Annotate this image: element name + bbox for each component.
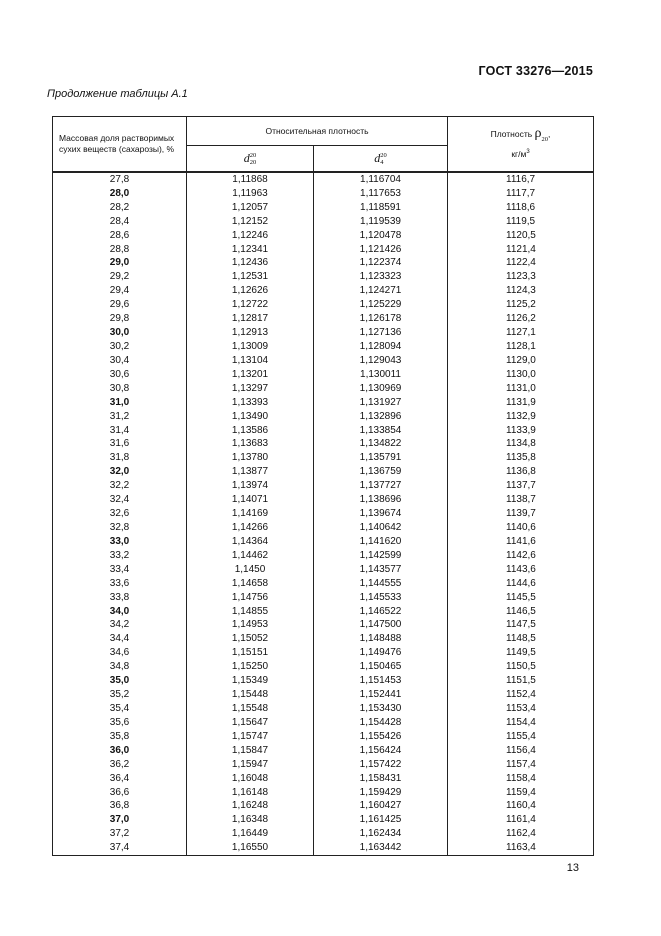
d20-4-cell: 1,145533 xyxy=(314,591,448,605)
d20-4-cell: 1,147500 xyxy=(314,619,448,633)
mass-fraction-cell: 30,8 xyxy=(53,382,187,396)
table-row xyxy=(53,744,594,758)
mass-fraction-cell: 29,4 xyxy=(53,284,187,298)
table-row xyxy=(53,201,594,215)
density-cell: 1142,6 xyxy=(448,549,594,563)
d20-20-cell: 1,12152 xyxy=(187,215,314,229)
mass-fraction-cell: 36,2 xyxy=(53,758,187,772)
d20-4-cell: 1,154428 xyxy=(314,716,448,730)
d20-4-cell: 1,155426 xyxy=(314,730,448,744)
table-row xyxy=(53,479,594,493)
mass-fraction-cell: 30,4 xyxy=(53,354,187,368)
d20-4-cell: 1,143577 xyxy=(314,563,448,577)
mass-fraction-cell: 33,4 xyxy=(53,563,187,577)
mass-fraction-cell: 29,6 xyxy=(53,298,187,312)
d20-4-cell: 1,163442 xyxy=(314,841,448,855)
mass-fraction-cell: 35,8 xyxy=(53,730,187,744)
d20-20-cell: 1,12722 xyxy=(187,298,314,312)
d20-20-cell: 1,13780 xyxy=(187,451,314,465)
density-cell: 1162,4 xyxy=(448,827,594,841)
table-row xyxy=(53,841,594,855)
d20-4-cell: 1,129043 xyxy=(314,354,448,368)
table-row xyxy=(53,465,594,479)
density-cell: 1156,4 xyxy=(448,744,594,758)
d20-20-cell: 1,16148 xyxy=(187,786,314,800)
density-cell: 1160,4 xyxy=(448,799,594,813)
table-row xyxy=(53,521,594,535)
d20-4-cell: 1,137727 xyxy=(314,479,448,493)
mass-fraction-cell: 29,2 xyxy=(53,270,187,284)
mass-fraction-cell: 28,6 xyxy=(53,229,187,243)
d20-4-cell: 1,139674 xyxy=(314,507,448,521)
mass-fraction-cell: 28,0 xyxy=(53,187,187,201)
d20-20-cell: 1,14658 xyxy=(187,577,314,591)
mass-fraction-cell: 31,2 xyxy=(53,410,187,424)
d20-20-cell: 1,14364 xyxy=(187,535,314,549)
d20-4-cell: 1,141620 xyxy=(314,535,448,549)
density-cell: 1119,5 xyxy=(448,215,594,229)
d20-4-cell: 1,121426 xyxy=(314,243,448,257)
table-row xyxy=(53,284,594,298)
density-cell: 1129,0 xyxy=(448,354,594,368)
mass-fraction-cell: 34,4 xyxy=(53,632,187,646)
mass-fraction-cell: 34,8 xyxy=(53,660,187,674)
density-cell: 1143,6 xyxy=(448,563,594,577)
d20-20-cell: 1,14953 xyxy=(187,619,314,633)
d20-4-cell: 1,116704 xyxy=(314,172,448,187)
d20-20-cell: 1,15947 xyxy=(187,758,314,772)
table-row xyxy=(53,758,594,772)
mass-fraction-cell: 37,0 xyxy=(53,813,187,827)
density-cell: 1122,4 xyxy=(448,257,594,271)
mass-fraction-cell: 35,6 xyxy=(53,716,187,730)
d20-20-cell: 1,14855 xyxy=(187,605,314,619)
mass-fraction-cell: 32,8 xyxy=(53,521,187,535)
d20-4-cell: 1,135791 xyxy=(314,451,448,465)
table-row xyxy=(53,646,594,660)
density-cell: 1121,4 xyxy=(448,243,594,257)
d20-20-cell: 1,1450 xyxy=(187,563,314,577)
d20-20-cell: 1,15052 xyxy=(187,632,314,646)
density-header: Плотность $\rho_{20}$, $кг/м^3$ xyxy=(448,117,594,173)
mass-fraction-cell: 35,0 xyxy=(53,674,187,688)
table-row xyxy=(53,591,594,605)
d20-20-cell: 1,12913 xyxy=(187,326,314,340)
density-cell: 1163,4 xyxy=(448,841,594,855)
mass-fraction-cell: 36,0 xyxy=(53,744,187,758)
density-cell: 1132,9 xyxy=(448,410,594,424)
density-cell: 1124,3 xyxy=(448,284,594,298)
d20-20-cell: 1,15250 xyxy=(187,660,314,674)
table-row xyxy=(53,298,594,312)
table-row xyxy=(53,813,594,827)
d20-4-cell: 1,130969 xyxy=(314,382,448,396)
d20-4-cell: 1,152441 xyxy=(314,688,448,702)
table-row xyxy=(53,229,594,243)
mass-fraction-cell: 31,6 xyxy=(53,438,187,452)
d20-20-cell: 1,16348 xyxy=(187,813,314,827)
table-row xyxy=(53,799,594,813)
d20-4-cell: 1,148488 xyxy=(314,632,448,646)
d20-4-cell: 1,161425 xyxy=(314,813,448,827)
standard-number: ГОСТ 33276—2015 xyxy=(478,64,593,78)
table-row xyxy=(53,243,594,257)
d20-20-cell: 1,13297 xyxy=(187,382,314,396)
density-cell: 1145,5 xyxy=(448,591,594,605)
table-row xyxy=(53,382,594,396)
mass-fraction-cell: 29,0 xyxy=(53,257,187,271)
d20-4-cell: 1,136759 xyxy=(314,465,448,479)
mass-fraction-cell: 32,0 xyxy=(53,465,187,479)
d20-4-cell: 1,142599 xyxy=(314,549,448,563)
table-row xyxy=(53,702,594,716)
d20-4-cell: 1,122374 xyxy=(314,257,448,271)
d20-20-cell: 1,13490 xyxy=(187,410,314,424)
table-row xyxy=(53,410,594,424)
table-row xyxy=(53,438,594,452)
d20-20-cell: 1,16449 xyxy=(187,827,314,841)
table-caption: Продолжение таблицы А.1 xyxy=(47,88,188,100)
d20-20-cell: 1,12341 xyxy=(187,243,314,257)
d20-20-cell: 1,12817 xyxy=(187,312,314,326)
mass-fraction-cell: 37,4 xyxy=(53,841,187,855)
d20-4-cell: 1,118591 xyxy=(314,201,448,215)
mass-fraction-cell: 28,2 xyxy=(53,201,187,215)
mass-fraction-cell: 33,6 xyxy=(53,577,187,591)
density-cell: 1126,2 xyxy=(448,312,594,326)
d20-4-cell: 1,134822 xyxy=(314,438,448,452)
d20-4-cell: 1,119539 xyxy=(314,215,448,229)
table-row xyxy=(53,660,594,674)
table-row xyxy=(53,354,594,368)
mass-fraction-cell: 28,8 xyxy=(53,243,187,257)
mass-fraction-cell: 33,0 xyxy=(53,535,187,549)
d20-4-cell: 1,123323 xyxy=(314,270,448,284)
mass-fraction-cell: 31,0 xyxy=(53,396,187,410)
density-cell: 1131,0 xyxy=(448,382,594,396)
table-row xyxy=(53,507,594,521)
mass-fraction-cell: 32,4 xyxy=(53,493,187,507)
density-cell: 1155,4 xyxy=(448,730,594,744)
d20-20-cell: 1,13104 xyxy=(187,354,314,368)
relative-density-header: Относительная плотность xyxy=(187,117,448,146)
d20-4-cell: 1,132896 xyxy=(314,410,448,424)
table-row xyxy=(53,172,594,187)
mass-fraction-cell: 33,2 xyxy=(53,549,187,563)
mass-fraction-cell: 34,0 xyxy=(53,605,187,619)
table-row xyxy=(53,716,594,730)
table-row xyxy=(53,535,594,549)
table-row xyxy=(53,632,594,646)
rho-symbol: $\rho_{20}$ xyxy=(534,126,549,143)
table-row xyxy=(53,688,594,702)
mass-fraction-cell: 32,6 xyxy=(53,507,187,521)
density-cell: 1157,4 xyxy=(448,758,594,772)
d20-20-cell: 1,14462 xyxy=(187,549,314,563)
mass-fraction-cell: 31,8 xyxy=(53,451,187,465)
density-cell: 1138,7 xyxy=(448,493,594,507)
d20-4-header: d 20 4 xyxy=(314,146,448,173)
mass-fraction-header: Массовая доля растворимых сухих веществ (сахарозы), % xyxy=(53,117,187,173)
mass-fraction-cell: 30,6 xyxy=(53,368,187,382)
density-cell: 1136,8 xyxy=(448,465,594,479)
density-table xyxy=(52,116,594,856)
mass-fraction-cell: 28,4 xyxy=(53,215,187,229)
mass-fraction-cell: 34,2 xyxy=(53,619,187,633)
d20-20-cell: 1,15151 xyxy=(187,646,314,660)
density-cell: 1154,4 xyxy=(448,716,594,730)
d20-4-cell: 1,156424 xyxy=(314,744,448,758)
d20-4-cell: 1,131927 xyxy=(314,396,448,410)
density-cell: 1144,6 xyxy=(448,577,594,591)
d20-4-cell: 1,120478 xyxy=(314,229,448,243)
d20-4-cell: 1,117653 xyxy=(314,187,448,201)
d20-20-cell: 1,14169 xyxy=(187,507,314,521)
density-cell: 1161,4 xyxy=(448,813,594,827)
table-row xyxy=(53,549,594,563)
d20-20-cell: 1,15847 xyxy=(187,744,314,758)
d20-4-cell: 1,151453 xyxy=(314,674,448,688)
d20-20-cell: 1,13877 xyxy=(187,465,314,479)
density-cell: 1135,8 xyxy=(448,451,594,465)
d20-20-cell: 1,14756 xyxy=(187,591,314,605)
mass-fraction-cell: 31,4 xyxy=(53,424,187,438)
d20-4-cell: 1,140642 xyxy=(314,521,448,535)
d20-20-cell: 1,15747 xyxy=(187,730,314,744)
d20-20-cell: 1,12436 xyxy=(187,257,314,271)
table-row xyxy=(53,270,594,284)
d20-20-cell: 1,12057 xyxy=(187,201,314,215)
table-row xyxy=(53,605,594,619)
d20-4-cell: 1,158431 xyxy=(314,772,448,786)
d20-20-cell: 1,13009 xyxy=(187,340,314,354)
d20-20-cell: 1,16248 xyxy=(187,799,314,813)
table-row xyxy=(53,187,594,201)
table-row xyxy=(53,786,594,800)
d20-20-cell: 1,14266 xyxy=(187,521,314,535)
d20-20-cell: 1,15647 xyxy=(187,716,314,730)
density-cell: 1130,0 xyxy=(448,368,594,382)
density-cell: 1117,7 xyxy=(448,187,594,201)
d20-20-cell: 1,11868 xyxy=(187,172,314,187)
density-cell: 1159,4 xyxy=(448,786,594,800)
d20-4-cell: 1,159429 xyxy=(314,786,448,800)
d20-20-header: d 20 20 xyxy=(187,146,314,173)
table-row xyxy=(53,772,594,786)
density-cell: 1150,5 xyxy=(448,660,594,674)
density-cell: 1127,1 xyxy=(448,326,594,340)
density-cell: 1158,4 xyxy=(448,772,594,786)
density-cell: 1118,6 xyxy=(448,201,594,215)
density-cell: 1123,3 xyxy=(448,270,594,284)
mass-fraction-cell: 30,2 xyxy=(53,340,187,354)
d20-4-cell: 1,125229 xyxy=(314,298,448,312)
d20-20-cell: 1,12531 xyxy=(187,270,314,284)
mass-fraction-cell: 37,2 xyxy=(53,827,187,841)
mass-fraction-cell: 36,8 xyxy=(53,799,187,813)
mass-fraction-cell: 33,8 xyxy=(53,591,187,605)
d20-4-cell: 1,149476 xyxy=(314,646,448,660)
mass-fraction-cell: 32,2 xyxy=(53,479,187,493)
d20-20-cell: 1,12626 xyxy=(187,284,314,298)
d20-20-cell: 1,12246 xyxy=(187,229,314,243)
table-row xyxy=(53,451,594,465)
density-cell: 1153,4 xyxy=(448,702,594,716)
density-cell: 1131,9 xyxy=(448,396,594,410)
d20-4-cell: 1,126178 xyxy=(314,312,448,326)
density-cell: 1120,5 xyxy=(448,229,594,243)
d20-20-cell: 1,15548 xyxy=(187,702,314,716)
d20-20-cell: 1,16550 xyxy=(187,841,314,855)
density-cell: 1139,7 xyxy=(448,507,594,521)
table-row xyxy=(53,257,594,271)
page-number: 13 xyxy=(566,862,579,874)
mass-fraction-cell: 30,0 xyxy=(53,326,187,340)
density-cell: 1149,5 xyxy=(448,646,594,660)
d20-4-cell: 1,124271 xyxy=(314,284,448,298)
density-cell: 1146,5 xyxy=(448,605,594,619)
table-row xyxy=(53,312,594,326)
d20-4-cell: 1,160427 xyxy=(314,799,448,813)
d20-20-cell: 1,13393 xyxy=(187,396,314,410)
d20-4-cell: 1,146522 xyxy=(314,605,448,619)
d20-20-cell: 1,15448 xyxy=(187,688,314,702)
d20-4-cell: 1,144555 xyxy=(314,577,448,591)
table-row xyxy=(53,730,594,744)
d20-20-cell: 1,14071 xyxy=(187,493,314,507)
table-row xyxy=(53,563,594,577)
d20-4-cell: 1,153430 xyxy=(314,702,448,716)
table-row xyxy=(53,619,594,633)
d20-4-cell: 1,150465 xyxy=(314,660,448,674)
d20-4-cell: 1,157422 xyxy=(314,758,448,772)
table-row xyxy=(53,326,594,340)
d20-20-cell: 1,11963 xyxy=(187,187,314,201)
mass-fraction-cell: 36,6 xyxy=(53,786,187,800)
density-cell: 1147,5 xyxy=(448,619,594,633)
mass-fraction-cell: 36,4 xyxy=(53,772,187,786)
d20-20-cell: 1,15349 xyxy=(187,674,314,688)
d20-4-cell: 1,127136 xyxy=(314,326,448,340)
d20-20-cell: 1,13974 xyxy=(187,479,314,493)
d20-4-cell: 1,130011 xyxy=(314,368,448,382)
mass-fraction-cell: 29,8 xyxy=(53,312,187,326)
d20-4-cell: 1,138696 xyxy=(314,493,448,507)
table-row xyxy=(53,493,594,507)
table-row xyxy=(53,340,594,354)
table-row xyxy=(53,215,594,229)
d20-4-cell: 1,133854 xyxy=(314,424,448,438)
mass-fraction-cell: 35,4 xyxy=(53,702,187,716)
d20-20-cell: 1,13586 xyxy=(187,424,314,438)
density-label: Плотность xyxy=(490,129,533,140)
table-row xyxy=(53,396,594,410)
density-cell: 1151,5 xyxy=(448,674,594,688)
density-cell: 1141,6 xyxy=(448,535,594,549)
table-row xyxy=(53,674,594,688)
table-row xyxy=(53,827,594,841)
density-cell: 1125,2 xyxy=(448,298,594,312)
density-cell: 1137,7 xyxy=(448,479,594,493)
density-cell: 1134,8 xyxy=(448,438,594,452)
d20-20-cell: 1,13683 xyxy=(187,438,314,452)
d20-20-cell: 1,16048 xyxy=(187,772,314,786)
density-unit: $кг/м^3$ xyxy=(511,148,530,159)
density-cell: 1148,5 xyxy=(448,632,594,646)
table-row xyxy=(53,368,594,382)
density-cell: 1152,4 xyxy=(448,688,594,702)
density-cell: 1133,9 xyxy=(448,424,594,438)
density-cell: 1128,1 xyxy=(448,340,594,354)
d20-4-cell: 1,162434 xyxy=(314,827,448,841)
mass-fraction-cell: 34,6 xyxy=(53,646,187,660)
density-cell: 1116,7 xyxy=(448,172,594,187)
table-row xyxy=(53,424,594,438)
d20-20-cell: 1,13201 xyxy=(187,368,314,382)
density-cell: 1140,6 xyxy=(448,521,594,535)
d20-4-cell: 1,128094 xyxy=(314,340,448,354)
mass-fraction-cell: 27,8 xyxy=(53,172,187,187)
mass-fraction-cell: 35,2 xyxy=(53,688,187,702)
table-row xyxy=(53,577,594,591)
